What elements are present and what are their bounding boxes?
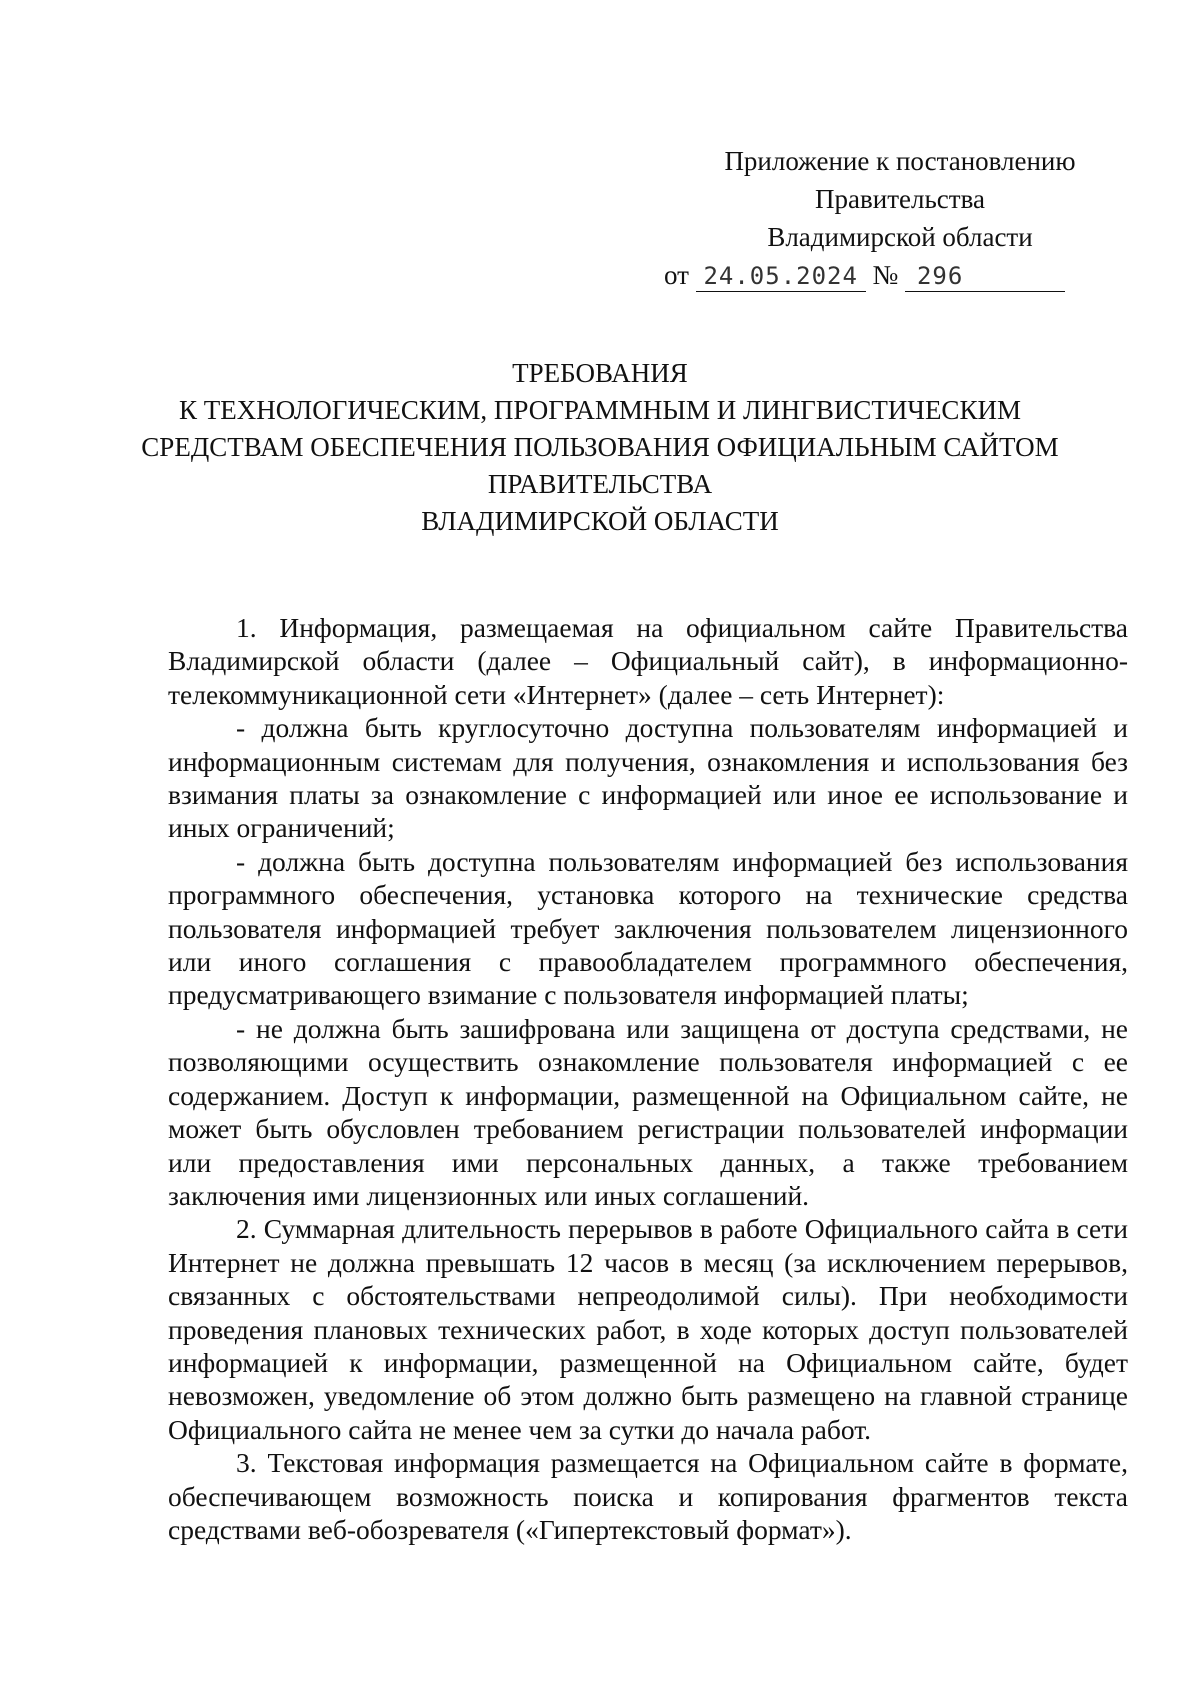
approval-line-1: Приложение к постановлению xyxy=(724,146,1076,176)
paragraph-2: 2. Суммарная длительность перерывов в работе Официального сайта в сети Интернет не должна превышать 12 часов в месяц (за исключением перерывов, связанных с обстоятельствами непреодолимой силы). При необходимости проведения плановых технических работ, в ходе которых доступ пользователей информацией к информации, размещенной на Официальном сайте, будет невозможен, уведомление об этом должно быть размещено на главной странице Официального сайта не менее чем за сутки до начала работ. xyxy=(168,1213,1128,1445)
paragraph-item-3: - не должна быть зашифрована или защищена от доступа средствами, не позволяющими осуществить ознакомление пользователя информацией с ее содержанием. Доступ к информации, размещенной на Официальном сайте, не может быть обусловлен требованием регистрации пользователей информации или предоставления ими персональных данных, а также требованием заключения ими лицензионных или иных соглашений. xyxy=(168,1012,1128,1211)
approval-line-2: Правительства xyxy=(815,184,985,214)
paragraph-3: 3. Текстовая информация размещается на Официальном сайте в формате, обеспечивающем возможность поиска и копирования фрагментов текста средствами веб-обозревателя («Гипертекстовый формат»). xyxy=(168,1447,1128,1545)
document-title xyxy=(100,355,1100,540)
approval-block xyxy=(664,142,1110,294)
paragraph-1: 1. Информация, размещаемая на официальном сайте Правительства Владимирской области (далее – Официальный сайт), в информационно-телекоммуникационной сети «Интернет» (далее – сеть Интернет): xyxy=(168,612,1128,710)
number-sign: № xyxy=(872,260,899,290)
number-value: 296 xyxy=(905,261,1065,292)
paragraph-item-2: - должна быть доступна пользователям информацией без использования программного обеспечения, установка которого на технические средства пользователя информацией требует заключения пользователем лицензионного или иного соглашения с правообладателем программного обеспечения, предусматривающего взимание с пользователя информацией платы; xyxy=(168,845,1128,1011)
document-body xyxy=(168,611,1128,1546)
date-value: 24.05.2024 xyxy=(696,261,866,292)
title-line-5: ВЛАДИМИРСКОЙ ОБЛАСТИ xyxy=(421,506,779,536)
title-line-4: ПРАВИТЕЛЬСТВА xyxy=(487,469,713,499)
title-line-2: К ТЕХНОЛОГИЧЕСКИМ, ПРОГРАММНЫМ И ЛИНГВИСТИЧЕСКИМ xyxy=(179,395,1021,425)
paragraph-item-1: - должна быть круглосуточно доступна пользователям информацией и информационным системам для получения, ознакомления и использования без взимания платы за ознакомление с информацией или иное ее использование и иных ограничений; xyxy=(168,712,1128,844)
approval-line-3: Владимирской области xyxy=(767,222,1033,252)
title-line-1: ТРЕБОВАНИЯ xyxy=(512,358,688,388)
approval-date-line xyxy=(664,256,1110,294)
date-prefix: от xyxy=(664,260,689,290)
title-line-3: СРЕДСТВАМ ОБЕСПЕЧЕНИЯ ПОЛЬЗОВАНИЯ ОФИЦИАЛЬНЫМ САЙТОМ xyxy=(141,432,1059,462)
